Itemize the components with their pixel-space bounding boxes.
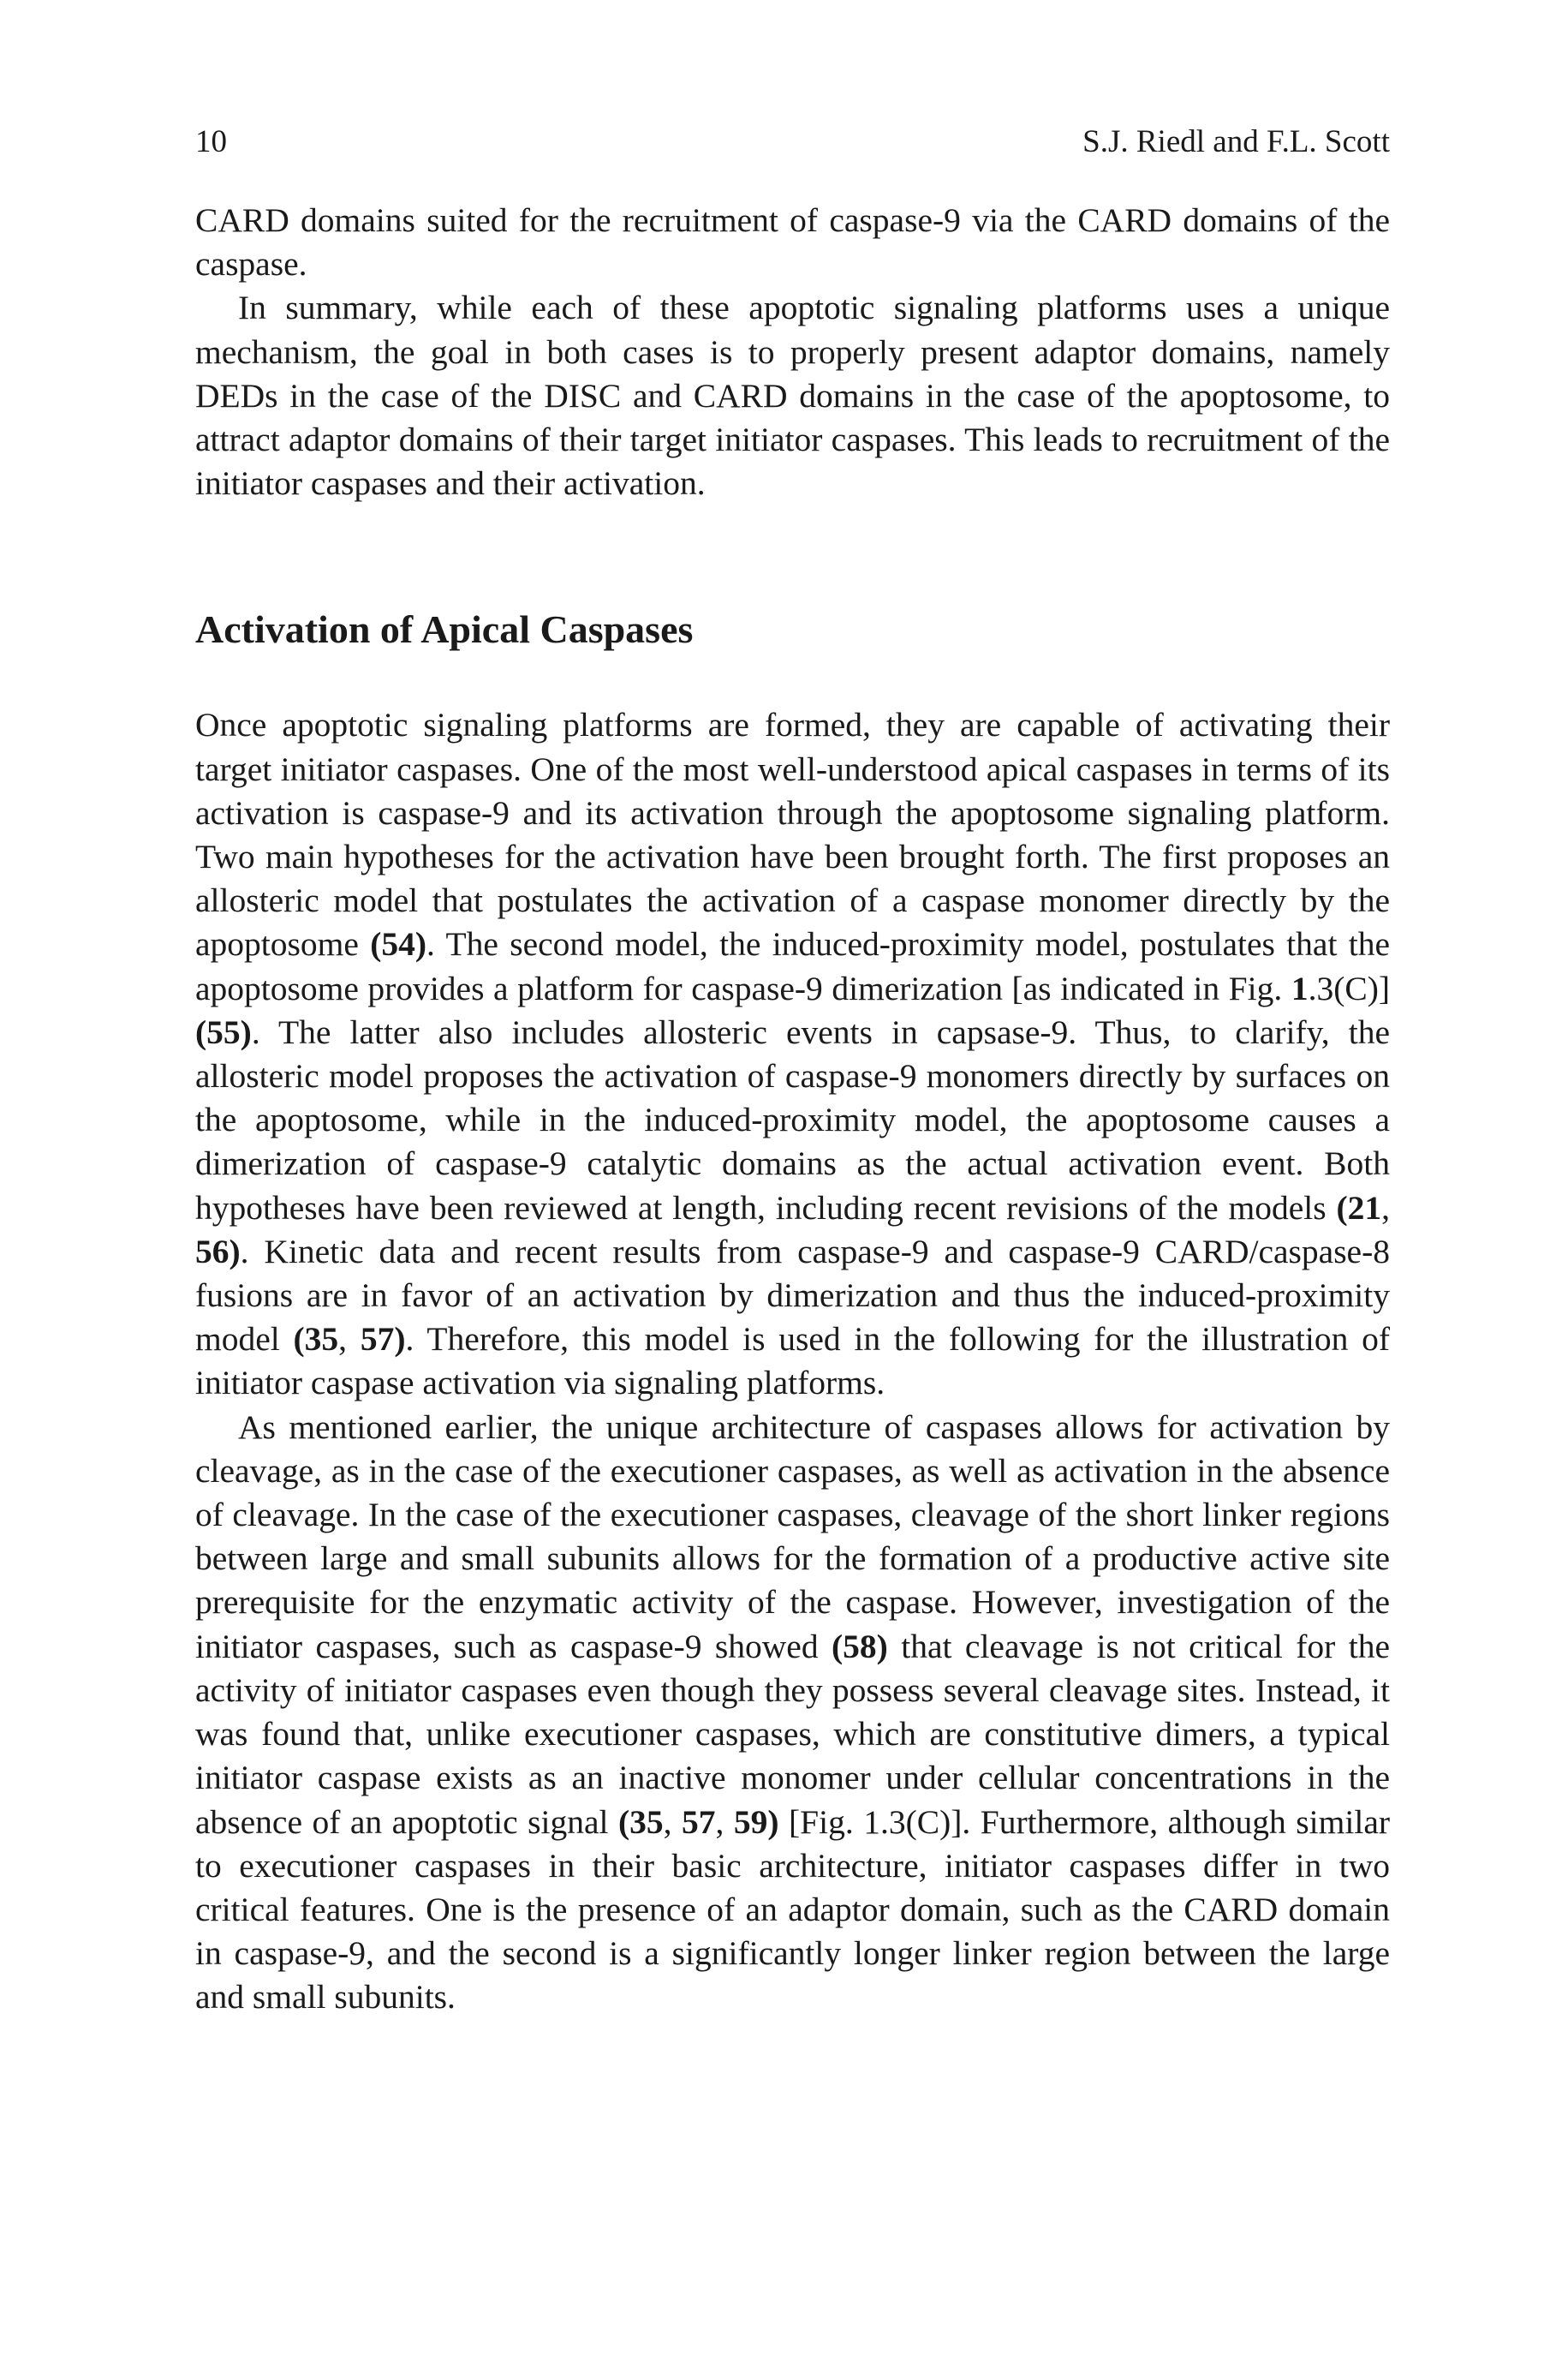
paragraph-activation-hypotheses [195,703,1390,1405]
citation-link[interactable]: (35 [617,1802,664,1841]
text-run: . Kinetic data and recent results from caspase-9 and caspase-9 CARD/caspase-8 fusions are in favor of an activation by dimerization and thus the induced-proximity model [195,1232,1390,1359]
paragraph-card-domains: CARD domains suited for the recruitment of caspase-9 via the CARD domains of the caspase. [195,201,1390,284]
text-run: As mentioned earlier, the unique architecture of caspases allows for activation by cleavage, as in the case of the executioner caspases, as well as activation in the absence of cleavage. In the case of the executioner caspases, cleavage of the short linker regions between large and small subunits allows for the formation of a productive active site prerequisite for the enzymatic activity of the caspase. However, investigation of the initiator caspases, such as caspase-9 showed [195,1407,1390,1665]
author-names: S.J. Riedl and F.L. Scott [1082,124,1390,159]
text-run: . The second model, the induced-proximity model, postulates that the apoptosome provides a platform for caspase-9 dimerization [as indicated in Fig. [195,925,1391,1007]
text-run: , [1381,1188,1390,1227]
citation-link[interactable]: (58) [832,1627,888,1665]
text-run: , [663,1802,682,1841]
citation-link[interactable]: (55) [195,1013,252,1051]
text-run: , [338,1320,361,1359]
citation-link[interactable]: (35 [293,1320,339,1359]
text-run: that cleavage is not critical for the activity of initiator caspases even though they possess several cleavage sites. Instead, it was found that, unlike executioner caspases, which are constitutive dimers, a typical initiator caspase exists as an inactive monomer under cellular concentrations in the absence of an apoptotic signal [195,1627,1390,1841]
text-run: [Fig. 1.3(C)]. Furthermore, although similar to executioner caspases in their basic architecture, initiator caspases differ in two critical features. One is the presence of an adaptor domain, such as the CARD domain in caspase-9, and the second is a significantly longer linker region between the large and small subunits. [195,1802,1391,2017]
text-run: .3(C)] [1308,969,1390,1007]
page-number: 10 [195,124,227,159]
text-run: , [715,1802,734,1841]
citation-link[interactable]: (54) [370,925,427,964]
citation-link[interactable]: 59) [733,1802,779,1841]
citation-link[interactable]: 57) [360,1320,406,1359]
paragraph-summary: In summary, while each of these apoptotic signaling platforms uses a unique mechanism, the goal in both cases is to properly present adaptor domains, namely DEDs in the case of the DISC and CARD domains in the case of the apoptosome, to attract adaptor domains of their target initiator caspases. This leads to recruitment of the initiator caspases and their activation. [195,289,1390,503]
paragraph-cleavage [195,1406,1390,2020]
text-run: . The latter also includes allosteric events in capsase-9. Thus, to clarify, the allosteric model proposes the activation of caspase-9 monomers directly by surfaces on the apoptosome, while in the induced-proximity model, the apoptosome causes a dimerization of caspase-9 catalytic domains as the actual activation event. Both hypotheses have been reviewed at length, including recent revisions of the models [195,1013,1390,1227]
page [195,120,1390,2020]
citation-link[interactable]: (21 [1336,1188,1382,1227]
running-head [195,120,1390,164]
text-run: . Therefore, this model is used in the following for the illustration of initiator caspase activation via signaling platforms. [195,1320,1391,1402]
citation-link[interactable]: 56) [195,1232,241,1270]
figure-link[interactable]: 1 [1291,969,1309,1007]
section-heading: Activation of Apical Caspases [195,607,694,652]
citation-link[interactable]: 57 [682,1802,716,1841]
text-run: Once apoptotic signaling platforms are formed, they are capable of activating their target initiator caspases. One of the most well-understood apical caspases in terms of its activation is caspase-9 and its activation through the apoptosome signaling platform. Two main hypotheses for the activation have been brought forth. The first proposes an allosteric model that postulates the activation of a caspase monomer directly by the apoptosome [195,706,1390,964]
